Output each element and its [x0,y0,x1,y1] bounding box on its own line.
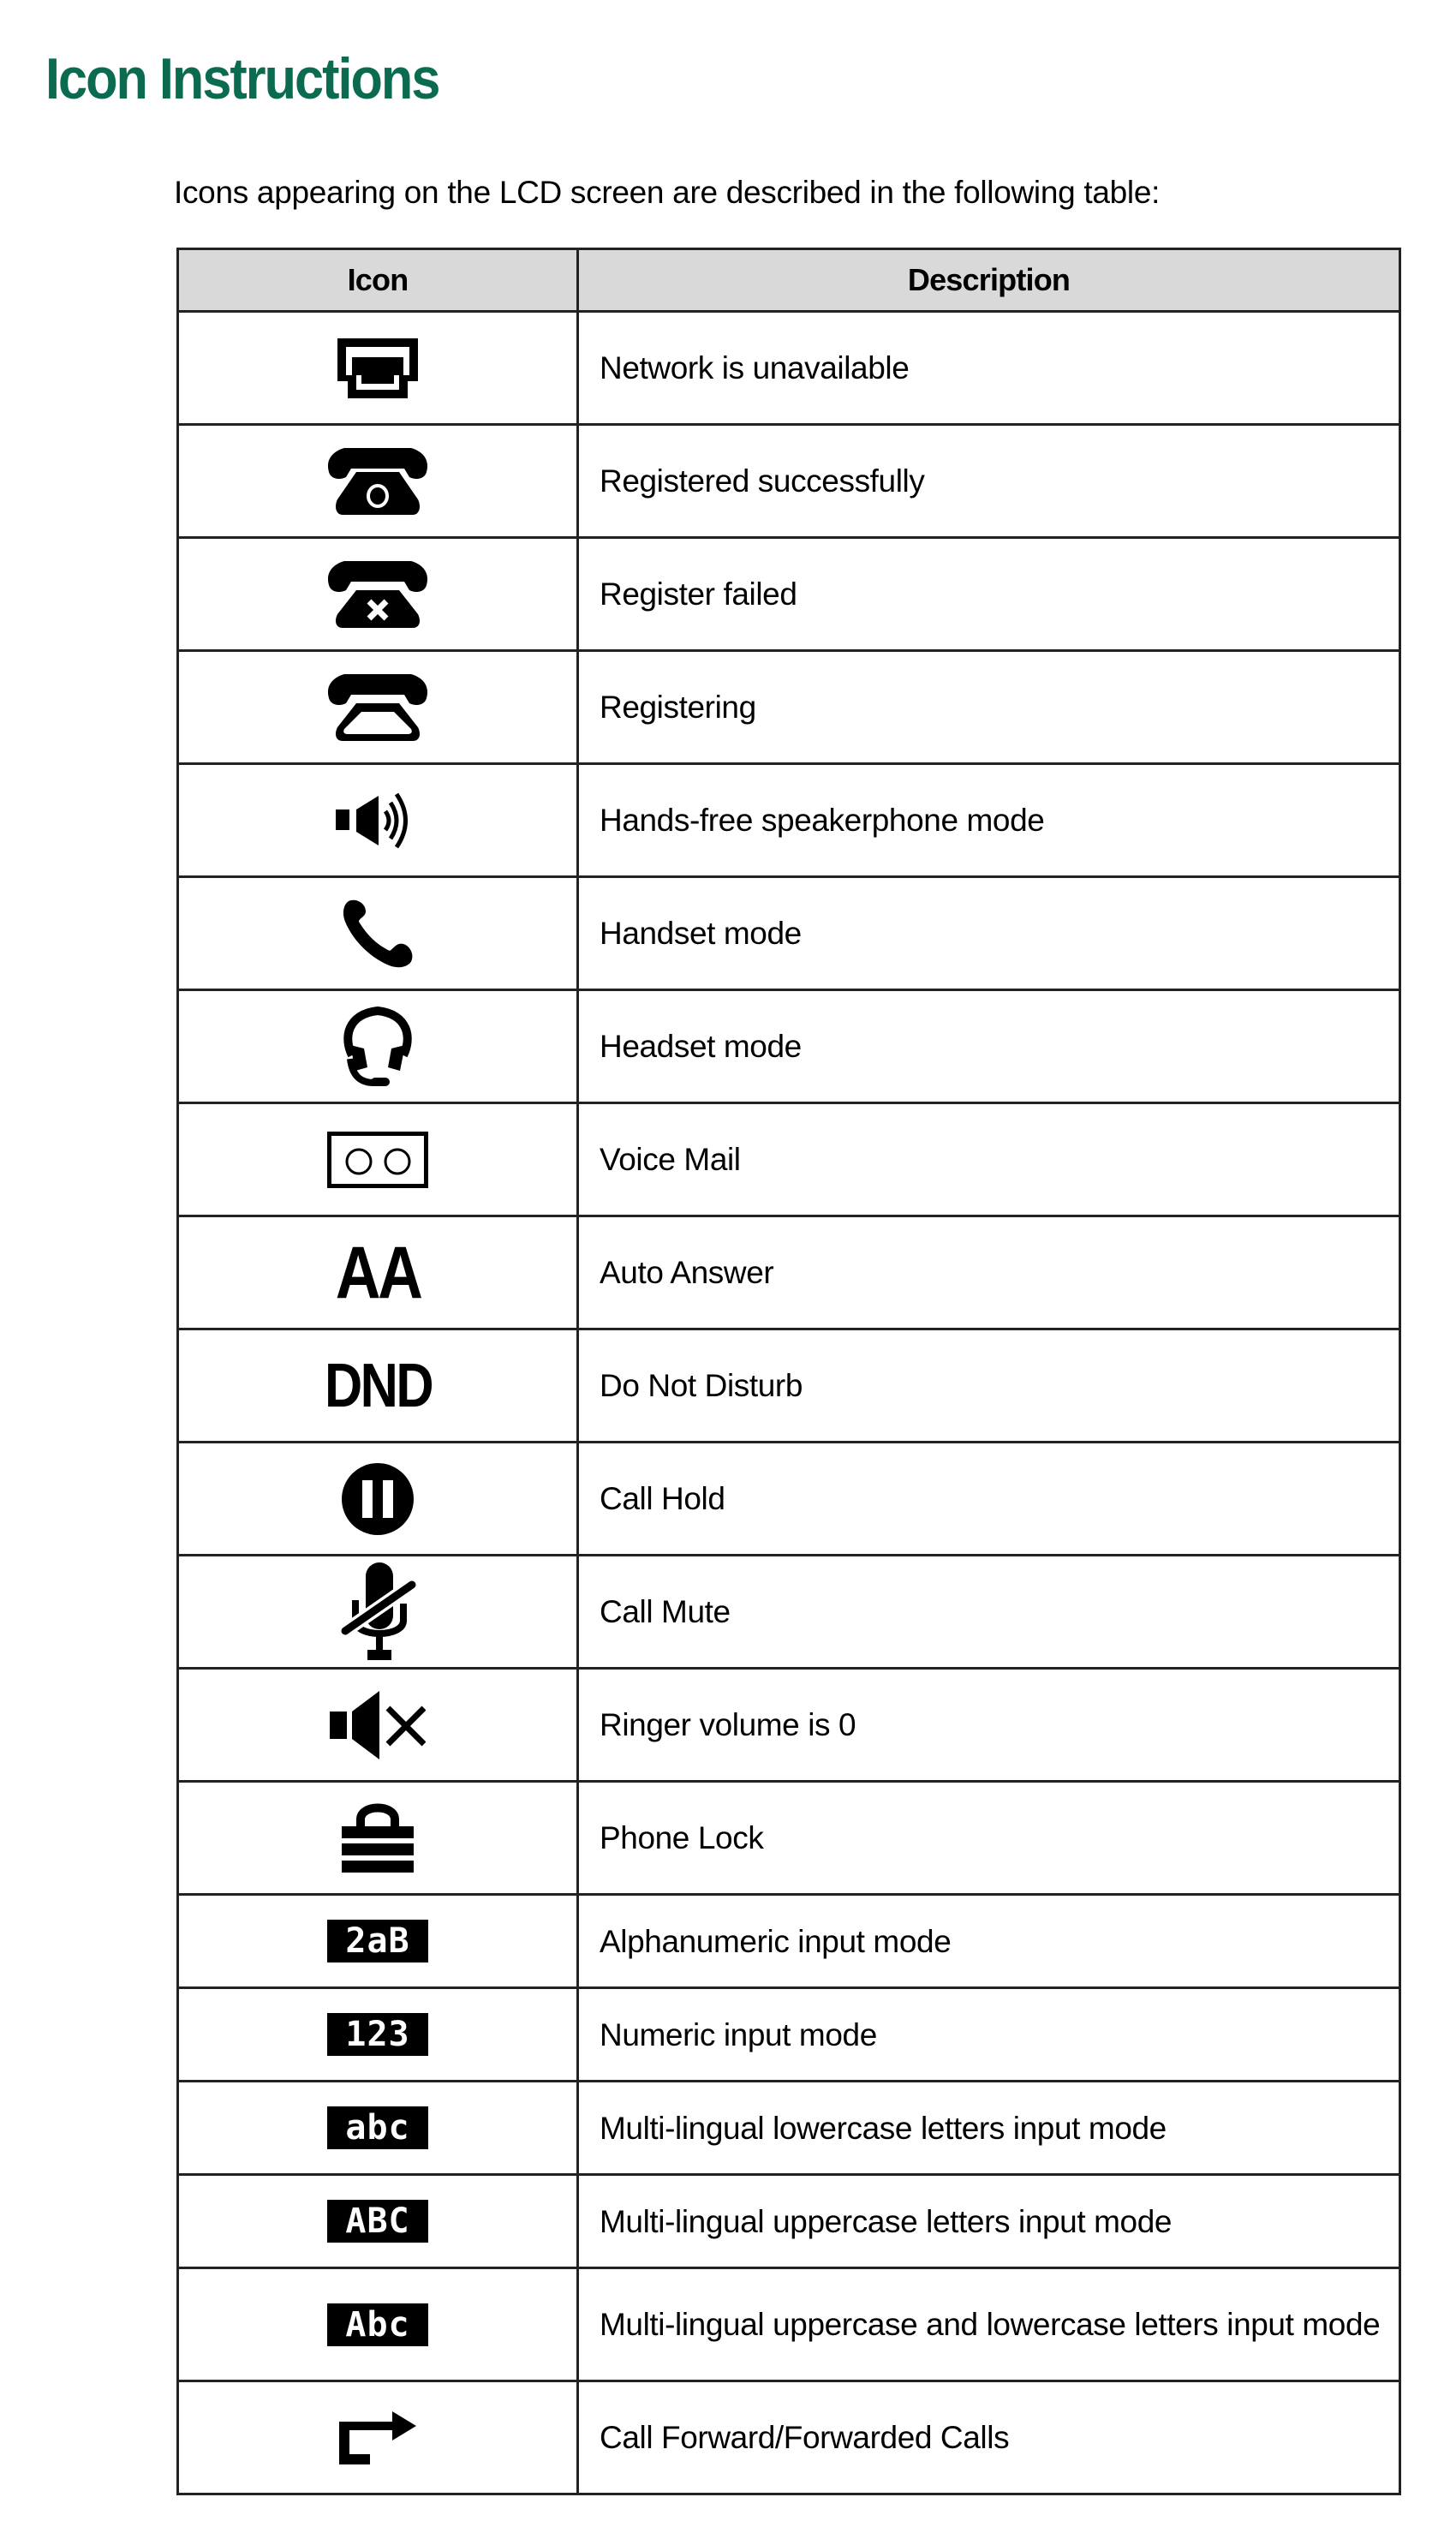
description-cell: Phone Lock [578,1782,1400,1895]
description-cell: Register failed [578,538,1400,651]
table-row [178,1556,1400,1669]
description-cell: Multi-lingual uppercase letters input mode [578,2175,1400,2268]
call-hold-icon [342,1463,414,1535]
icon-cell [178,2082,578,2175]
icon-cell [178,1556,578,1669]
description-cell: Multi-lingual lowercase letters input mode [578,2082,1400,2175]
description-cell: Call Hold [578,1443,1400,1556]
table-row [178,1669,1400,1782]
icon-cell [178,651,578,764]
uppercase-input-icon: ABC [327,2200,428,2243]
ringer-muted-icon [330,1689,426,1761]
table-row [178,990,1400,1103]
description-cell: Call Forward/Forwarded Calls [578,2381,1400,2494]
description-cell: Auto Answer [578,1216,1400,1329]
table-header-row [178,249,1400,312]
table-row [178,651,1400,764]
icon-cell [178,877,578,990]
icon-cell [178,312,578,425]
icon-table [176,248,1401,2495]
icon-cell [178,1782,578,1895]
description-cell: Registering [578,651,1400,764]
description-cell: Voice Mail [578,1103,1400,1216]
description-cell: Handset mode [578,877,1400,990]
description-cell: Multi-lingual uppercase and lowercase letters input mode [578,2268,1400,2381]
table-row [178,1988,1400,2082]
icon-cell [178,1216,578,1329]
call-forward-icon [339,2411,416,2464]
table-row [178,2381,1400,2494]
headset-icon [342,1004,414,1090]
table-row [178,1216,1400,1329]
mixed-case-input-icon: Abc [327,2303,428,2346]
column-header-description: Description [578,249,1400,312]
table-row [178,2082,1400,2175]
table-row [178,1443,1400,1556]
table-row [178,538,1400,651]
registering-phone-icon [327,674,428,741]
icon-cell [178,2381,578,2494]
icon-cell [178,1103,578,1216]
icon-cell [178,538,578,651]
lowercase-input-icon: abc [327,2106,428,2149]
description-cell: Hands-free speakerphone mode [578,764,1400,877]
icon-cell [178,764,578,877]
icon-cell [178,1988,578,2082]
network-unavailable-icon [337,338,418,398]
table-row [178,425,1400,538]
icon-cell [178,1669,578,1782]
table-row [178,1895,1400,1988]
table-row [178,877,1400,990]
table-row [178,2175,1400,2268]
icon-cell [178,1895,578,1988]
icon-cell [178,2175,578,2268]
voicemail-icon [327,1132,428,1188]
table-row [178,312,1400,425]
description-cell: Alphanumeric input mode [578,1895,1400,1988]
table-row [178,1103,1400,1216]
handset-icon [342,899,414,968]
icon-cell [178,425,578,538]
description-cell: Network is unavailable [578,312,1400,425]
auto-answer-icon: AA [335,1231,421,1314]
description-cell: Registered successfully [578,425,1400,538]
call-mute-icon [337,1561,419,1664]
icon-cell [178,1443,578,1556]
speakerphone-icon [336,791,420,851]
description-cell: Numeric input mode [578,1988,1400,2082]
icon-cell [178,2268,578,2381]
table-row [178,1782,1400,1895]
registered-phone-icon [327,448,428,515]
table-row [178,764,1400,877]
dnd-icon: DND [324,1351,432,1420]
icon-cell [178,1329,578,1443]
register-failed-phone-icon [327,561,428,628]
table-row [178,2268,1400,2381]
numeric-input-icon: 123 [327,2013,428,2056]
column-header-icon: Icon [178,249,578,312]
description-cell: Do Not Disturb [578,1329,1400,1443]
description-cell: Call Mute [578,1556,1400,1669]
description-cell: Headset mode [578,990,1400,1103]
description-cell: Ringer volume is 0 [578,1669,1400,1782]
page-title: Icon Instructions [45,46,439,111]
intro-text: Icons appearing on the LCD screen are described in the following table: [174,175,1161,210]
icon-cell [178,990,578,1103]
table-row [178,1329,1400,1443]
alphanumeric-input-icon: 2aB [327,1920,428,1962]
phone-lock-icon [342,1801,414,1876]
